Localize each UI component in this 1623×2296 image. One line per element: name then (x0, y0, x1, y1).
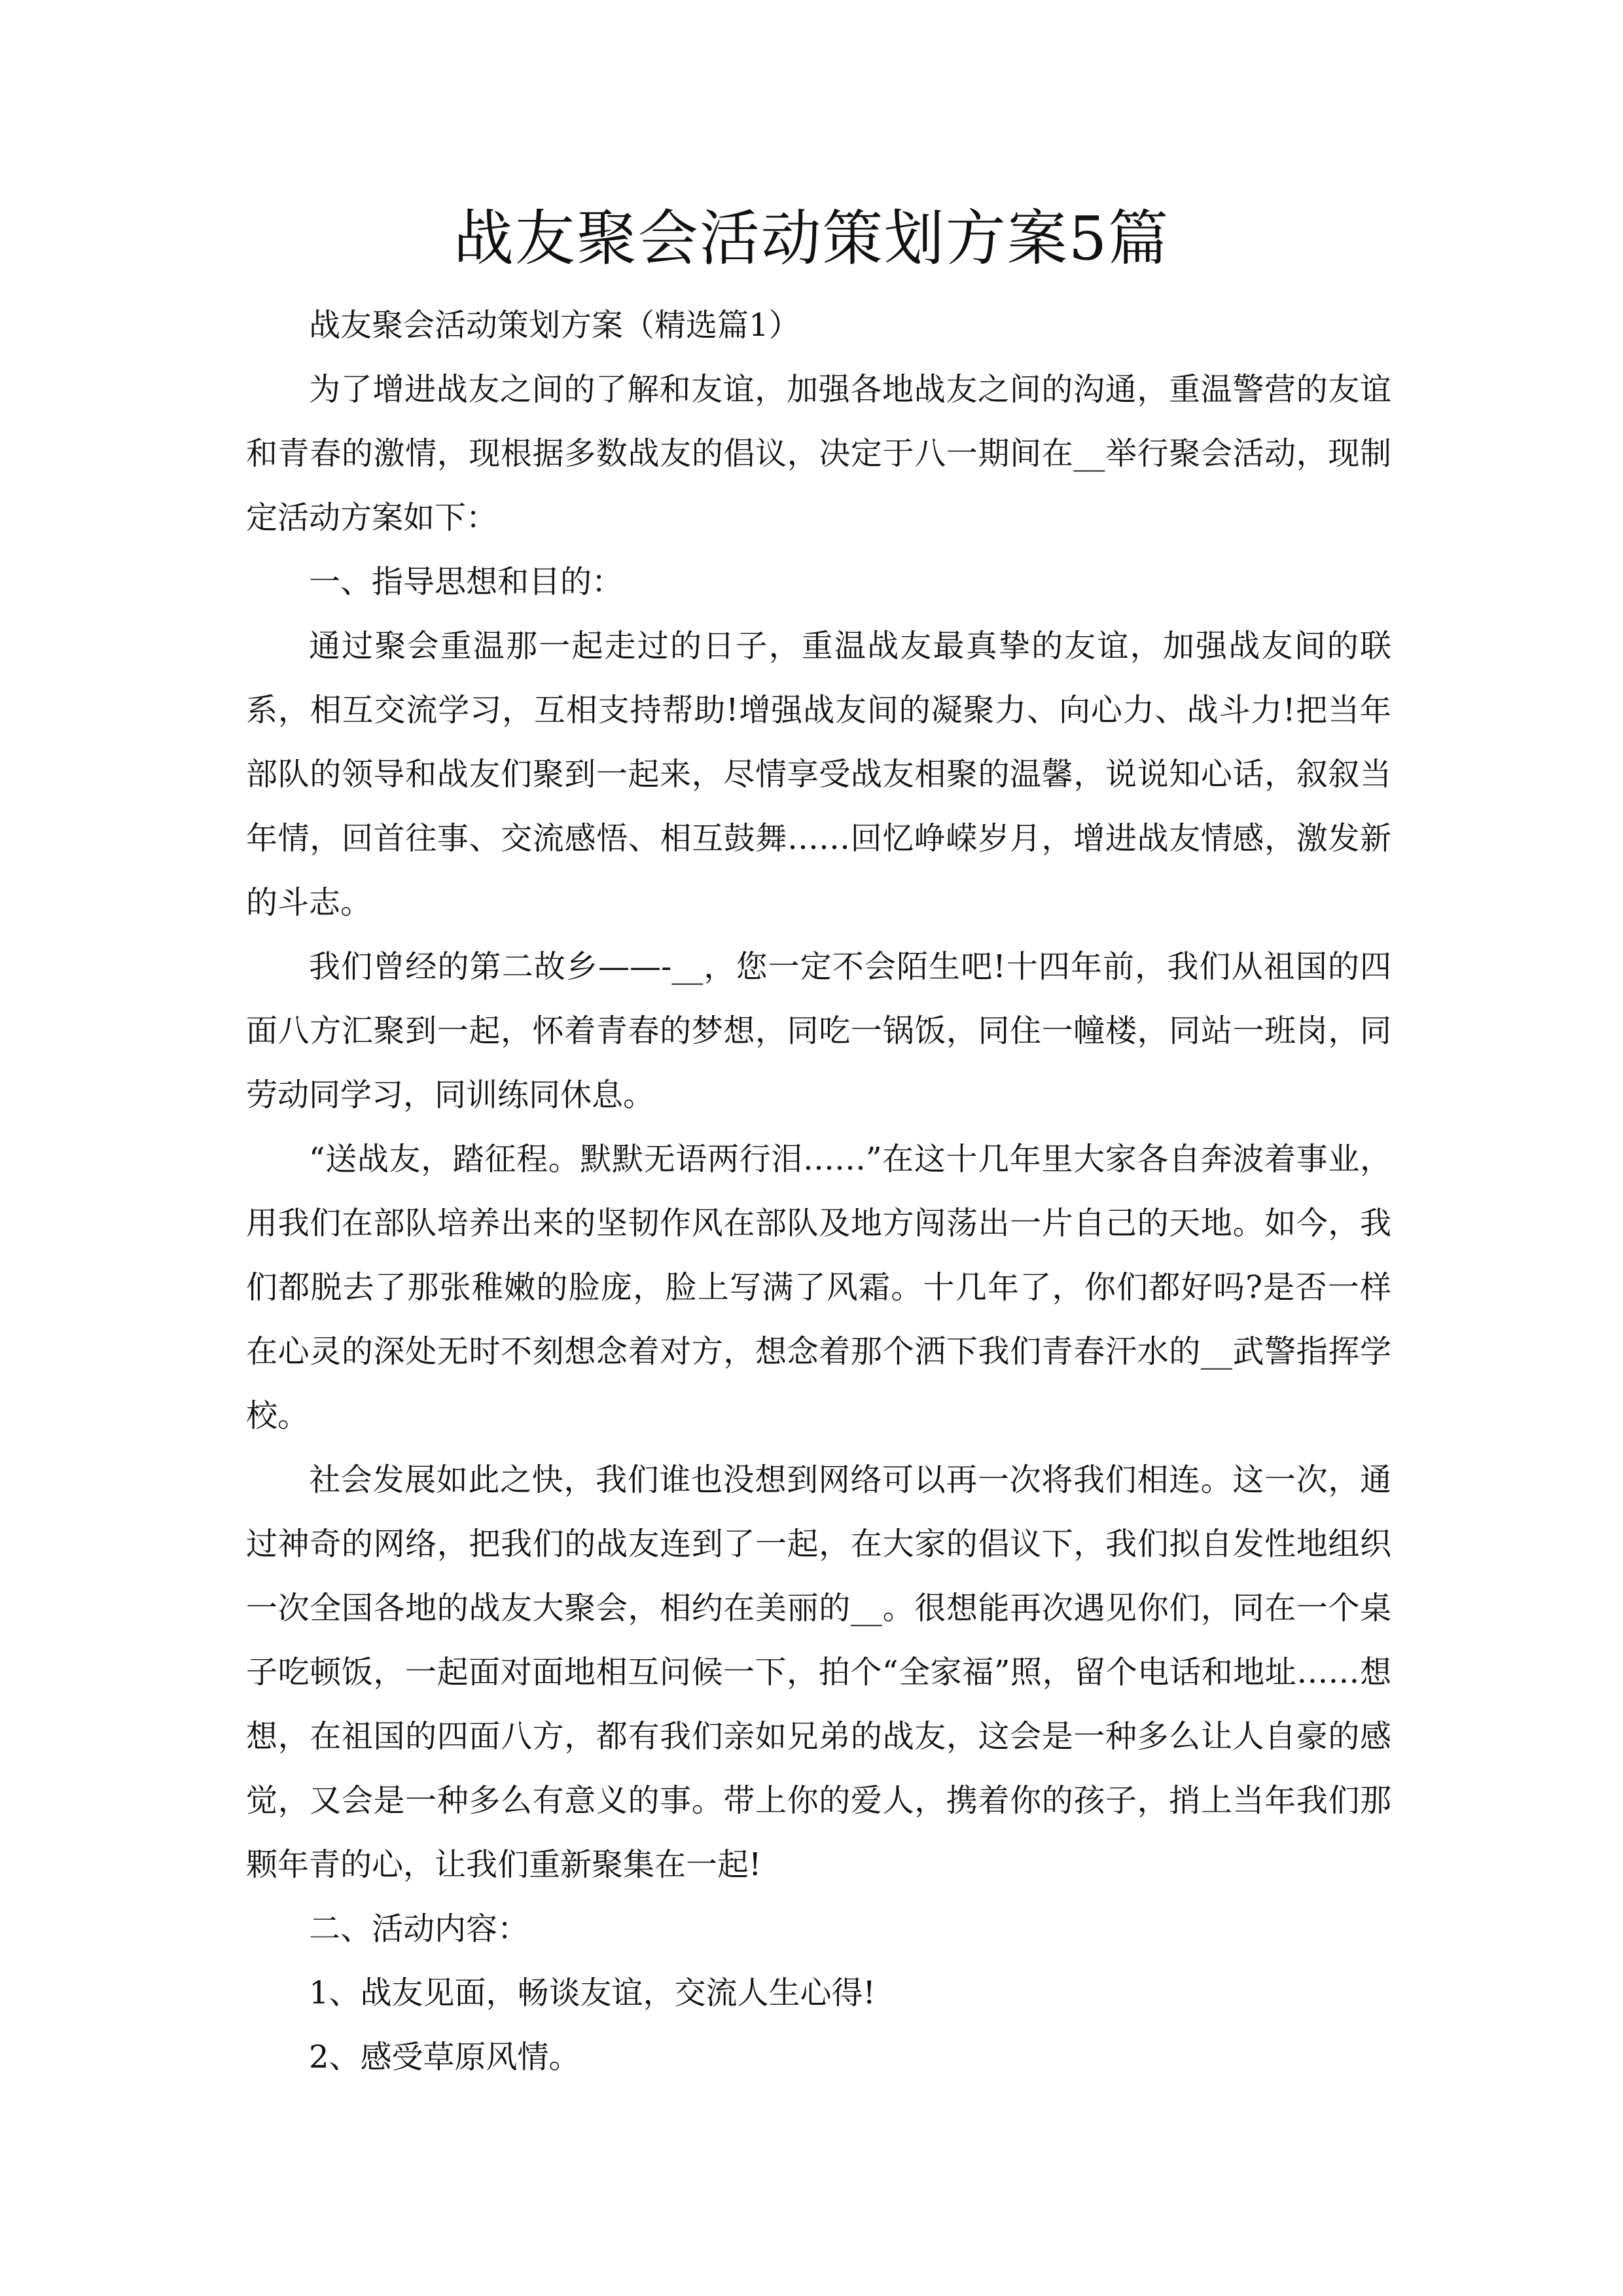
list-item-activity-1: 1、战友见面，畅谈友谊，交流人生心得! (309, 1975, 876, 2011)
paragraph-farewell: “送战友，踏征程。默默无语两行泪……”在这十几年里大家各自奔波着事业，用我们在部队培养出来的坚韧作风在部队及地方闯荡出一片自己的天地。如今，我们都脱去了那张稚嫩的脸庞，脸上写满了风霜。十几年了，你们都好吗?是否一样在心灵的深处无时不刻想念着对方，想念着那个洒下我们青春汗水的__武警指挥学校。 (246, 1141, 1391, 1434)
paragraph-reunion-call: 社会发展如此之快，我们谁也没想到网络可以再一次将我们相连。这一次，通过神奇的网络，把我们的战友连到了一起，在大家的倡议下，我们拟自发性地组织一次全国各地的战友大聚会，相约在美丽的__。很想能再次遇见你们，同在一个桌子吃顿饭，一起面对面地相互问候一下，拍个“全家福”照，留个电话和地址……想想，在祖国的四面八方，都有我们亲如兄弟的战友，这会是一种多么让人自豪的感觉，又会是一种多么有意义的事。带上你的爱人，携着你的孩子，捎上当年我们那颗年青的心，让我们重新聚集在一起! (246, 1462, 1391, 1883)
paragraph-intro: 为了增进战友之间的了解和友谊，加强各地战友之间的沟通，重温警营的友谊和青春的激情，现根据多数战友的倡议，决定于八一期间在__举行聚会活动，现制定活动方案如下： (246, 371, 1391, 536)
section-heading-guiding-idea: 一、指导思想和目的： (309, 564, 624, 600)
document-body (246, 293, 1391, 2089)
document-title: 战友聚会活动策划方案5篇 (453, 204, 1170, 274)
section-heading-activities: 二、活动内容： (309, 1910, 529, 1947)
list-item-activity-2: 2、感受草原风情。 (309, 2039, 580, 2075)
paragraph-second-hometown: 我们曾经的第二故乡——-__，您一定不会陌生吧!十四年前，我们从祖国的四面八方汇聚到一起，怀着青春的梦想，同吃一锅饭，同住一幢楼，同站一班岗，同劳动同学习，同训练同休息。 (246, 948, 1391, 1113)
section-heading-selected-1: 战友聚会活动策划方案（精选篇1） (309, 307, 800, 344)
paragraph-purpose: 通过聚会重温那一起走过的日子，重温战友最真挚的友谊，加强战友间的联系，相互交流学习，互相支持帮助!增强战友间的凝聚力、向心力、战斗力!把当年部队的领导和战友们聚到一起来，尽情享受战友相聚的温馨，说说知心话，叙叙当年情，回首往事、交流感悟、相互鼓舞……回忆峥嵘岁月，增进战友情感，激发新的斗志。 (246, 628, 1391, 921)
